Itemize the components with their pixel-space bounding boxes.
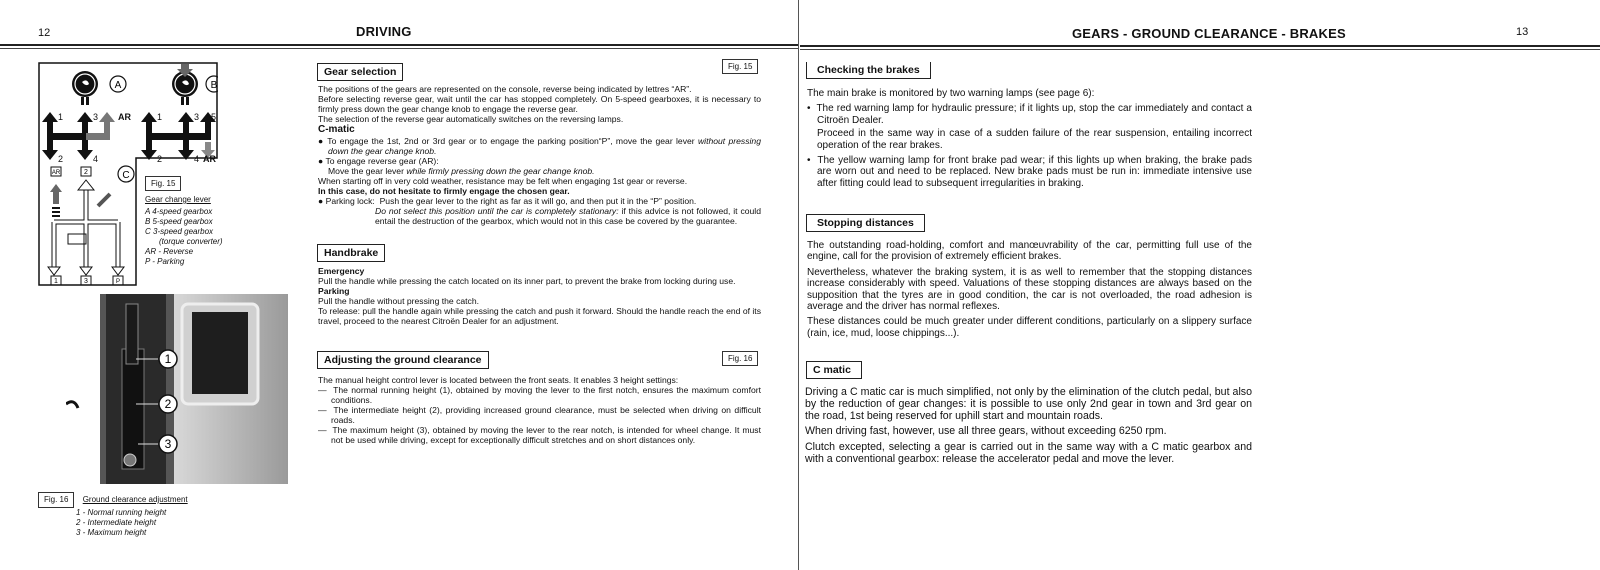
page-title: DRIVING [356, 24, 412, 39]
paragraph: These distances could be much greater under different conditions, particularly on a slippery surface (rain, ice, mud, loose chippings...). [807, 316, 1252, 339]
section-title-stopping-distances: Stopping distances [806, 214, 925, 232]
gear-knob-a-icon [72, 71, 126, 105]
svg-text:B: B [210, 80, 218, 91]
caption-item: 2 - Intermediate height [76, 518, 157, 527]
bullet-item: • The yellow warning lamp for front brake pad wear; if this lights up when braking, the brake pads are worn out and need to be replaced. New brake pads must be run in: immediate intensive use after fitting could lead to subsequent irregularities in braking. [807, 155, 1252, 189]
gear-selection-body [318, 84, 761, 226]
handbrake-body [318, 266, 761, 326]
shift-pattern-a-icon [42, 112, 131, 164]
header-rule [0, 44, 798, 46]
paragraph: The manual height control lever is located between the front seats. It enables 3 height settings: [318, 375, 679, 385]
header-rule-thin [0, 48, 798, 49]
legend-item: AR - Reverse [145, 247, 194, 256]
svg-text:AR: AR [51, 170, 61, 176]
bullet-followup: Proceed in the same way in case of a sudden failure of the rear suspension, entailing incorrect operation of the rear brakes. [817, 128, 1252, 151]
gear-knob-b-icon [172, 64, 218, 105]
svg-text:1: 1 [157, 112, 163, 122]
figure-15-tag: Fig. 15 [145, 176, 181, 191]
paragraph-bold: In this case, do not hesitate to firmly engage the chosen gear. [318, 186, 570, 196]
svg-text:AR: AR [203, 154, 216, 164]
page-title: GEARS - GROUND CLEARANCE - BRAKES [1072, 26, 1346, 41]
shift-pattern-b-icon [141, 112, 216, 164]
bullet-item: • The red warning lamp for hydraulic pressure; if it lights up, stop the car immediately and contact a Citroën Dealer. [807, 103, 1252, 126]
paragraph: Pull the handle without pressing the catch. [318, 296, 479, 306]
paragraph: The positions of the gears are represented on the console, reverse being indicated by lettres “AR”. [318, 84, 692, 94]
figure-16-caption [38, 492, 188, 538]
section-title-c-matic: C matic [806, 361, 862, 379]
callout-3-icon [159, 435, 177, 453]
paragraph: Nevertheless, whatever the braking system, it is as well to remember that the stopping distances increase considerably with speed. Valuations of these stopping distances are always based on the supposition that the tyres are in good condition, the car is not overloaded, the road adhesion is average and the driver has normal reflexes. [807, 266, 1252, 313]
figure-15-legend [145, 192, 223, 267]
paragraph: Before selecting reverse gear, wait until the car has stopped completely. On 5-speed gearboxes, it is necessary to firmly press down the gear change knob to engage the reverse gear. [318, 94, 761, 114]
checking-brakes-body [807, 88, 1252, 193]
page-number: 12 [38, 27, 51, 39]
svg-text:4: 4 [93, 154, 99, 164]
legend-item: (torque converter) [159, 237, 223, 246]
svg-text:2: 2 [84, 169, 88, 176]
ground-clearance-body [318, 375, 761, 445]
shift-pattern-c-icon [48, 166, 134, 285]
legend-item: P - Parking [145, 257, 185, 266]
svg-text:2: 2 [164, 397, 172, 411]
subheading-parking: Parking [318, 286, 350, 296]
dash-item: — The maximum height (3), obtained by moving the lever to the rear notch, is intended for wheel change. It must not be used while driving, except for exceptionally difficult stretches and on short distances only. [318, 425, 761, 445]
paragraph: The outstanding road-holding, comfort and manœuvrability of the car, permitting full use of the engine, call for the provision of extremely efficient brakes. [807, 240, 1252, 263]
svg-text:3: 3 [164, 437, 172, 451]
figure-16-ref: Fig. 16 [722, 351, 758, 366]
paragraph: Pull the handle while pressing the catch located on its inner part, to prevent the brake from locking during use. [318, 276, 736, 286]
caption-title: Ground clearance adjustment [82, 495, 188, 504]
caption-item: 3 - Maximum height [76, 528, 147, 537]
paragraph: When driving fast, however, use all three gears, without exceeding 6250 rpm. [805, 425, 1167, 438]
bullet-item-parking-lock: ● Parking lock: Push the gear lever to the right as far as it will go, and then put it in the “P” position. [318, 196, 697, 206]
svg-text:AR: AR [118, 112, 131, 122]
svg-text:C: C [122, 170, 130, 181]
callout-2-icon [159, 395, 177, 413]
paragraph: The selection of the reverse gear automatically switches on the reversing lamps. [318, 114, 624, 124]
dash-item: — The intermediate height (2), providing increased ground clearance, must be selected when driving on difficult roads. [318, 405, 762, 425]
svg-text:2: 2 [58, 154, 64, 164]
bullet-item: ● To engage the 1st, 2nd or 3rd gear or to engage the parking position“P”, move the gear lever without pressing down the gear change knob. [318, 136, 761, 156]
figure-16-tag: Fig. 16 [38, 492, 74, 508]
svg-text:3: 3 [194, 112, 200, 122]
legend-item: C 3-speed gearbox [145, 227, 214, 236]
page-number: 13 [1516, 26, 1529, 38]
left-page [0, 0, 798, 570]
paragraph: Clutch excepted, selecting a gear is carried out in the same way with a C matic gearbox and with a conventional gearbox: release the accelerator pedal and move the lever. [805, 441, 1252, 465]
svg-text:3: 3 [93, 112, 99, 122]
svg-text:P: P [115, 279, 121, 285]
section-title-ground-clearance: Adjusting the ground clearance [317, 351, 489, 369]
parking-lock-warning: Do not select this position until the car is completely stationary: if this advice is not followed, it could entail the destruction of the gearbox, which would not in this case be covered by the guarantee. [375, 206, 761, 226]
paragraph: Driving a C matic car is much simplified, not only by the elimination of the clutch pedal, but also by the reduction of gear changes: it is possible to use only 2nd gear in town and 3rd gear on the road, 1st being reserved for uphill start and mountain roads. [805, 386, 1252, 422]
legend-title: Gear change lever [145, 195, 211, 204]
page-spine [798, 0, 799, 570]
svg-text:1: 1 [58, 112, 64, 122]
header-rule-thin [800, 49, 1600, 50]
svg-text:1: 1 [54, 278, 58, 285]
svg-text:3: 3 [84, 278, 88, 285]
svg-text:4: 4 [194, 154, 200, 164]
callout-1-icon [159, 350, 177, 368]
section-title-checking-brakes: Checking the brakes [806, 62, 931, 79]
legend-item: A 4-speed gearbox [145, 207, 213, 216]
bullet-item: ● To engage reverse gear (AR): [318, 156, 439, 166]
section-title-gear-selection: Gear selection [317, 63, 403, 81]
subheading-emergency: Emergency [318, 266, 365, 276]
stopping-distances-body [807, 240, 1252, 343]
height-lever-photo [66, 294, 288, 484]
svg-text:5: 5 [210, 112, 216, 122]
header-rule [800, 45, 1600, 47]
caption-item: 1 - Normal running height [76, 508, 167, 517]
bullet-sub: Move the gear lever while firmly pressing down the gear change knob. [328, 166, 595, 176]
c-matic-body [805, 387, 1252, 470]
paragraph: The main brake is monitored by two warning lamps (see page 6): [807, 88, 1095, 99]
section-title-handbrake: Handbrake [317, 244, 385, 262]
dash-item: — The normal running height (1), obtained by moving the lever to the first notch, ensures the maximum comfort conditions. [318, 385, 762, 405]
paragraph: To release: pull the handle again while pressing the catch and push it forward. Should the handle reach the end of its travel, proceed to the nearest Citroën Dealer for an adjustment. [318, 306, 761, 326]
right-page [800, 0, 1600, 570]
legend-item: B 5-speed gearbox [145, 217, 213, 226]
svg-text:2: 2 [157, 154, 163, 164]
paragraph: When starting off in very cold weather, resistance may be felt when engaging 1st gear or reverse. [318, 176, 688, 186]
svg-text:1: 1 [164, 352, 172, 366]
subheading-cmatic: C-matic [318, 124, 355, 135]
figure-15-ref: Fig. 15 [722, 59, 758, 74]
svg-text:A: A [114, 80, 122, 91]
